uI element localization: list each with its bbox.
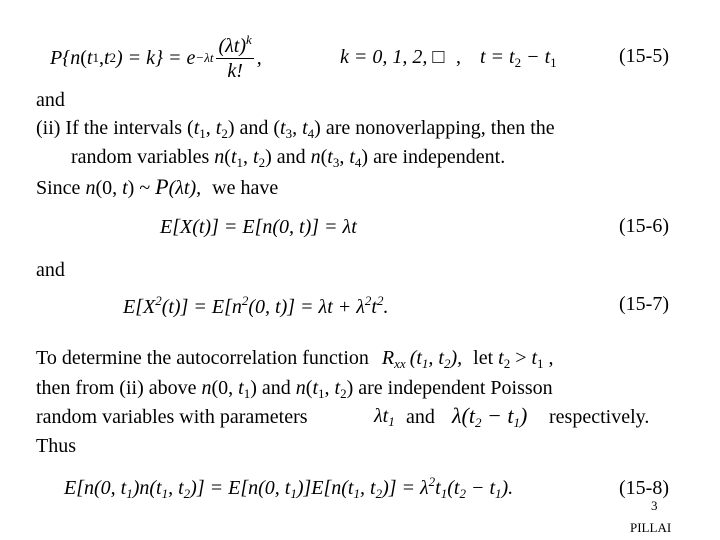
eq-sub: 2 <box>183 486 191 501</box>
text: n <box>295 377 306 399</box>
eq-text: t = t <box>480 46 515 68</box>
text: R <box>381 347 395 369</box>
text: , <box>205 117 216 139</box>
since-line <box>36 175 278 200</box>
poisson-symbol: P <box>155 174 169 199</box>
text: ) ~ <box>127 177 156 199</box>
eq-text: ) = k} = e <box>116 46 196 69</box>
eq-text: t <box>371 296 377 318</box>
text: λt <box>374 405 389 427</box>
eq-sub: 1 <box>440 486 448 501</box>
sub: 2 <box>443 356 451 371</box>
text: ) and <box>250 377 296 399</box>
eq-sup: 2 <box>428 474 436 489</box>
eq-sub: 2 <box>459 486 466 501</box>
eq-text: (t <box>447 477 460 499</box>
eq-sup: 2 <box>376 293 384 308</box>
eq-text: t <box>435 477 441 499</box>
eq-text: − t <box>521 46 551 68</box>
sub: 2 <box>221 126 228 141</box>
text: (λt), <box>168 177 202 199</box>
sub: 1 <box>318 386 325 401</box>
eq-text: )n(t <box>132 477 162 499</box>
eq-sup: 2 <box>364 293 372 308</box>
eq-sub: 1 <box>353 486 360 501</box>
eq-text: P{ <box>50 46 71 69</box>
text: , <box>324 377 335 399</box>
eq-sub: 1 <box>550 55 557 70</box>
text: t <box>531 347 538 369</box>
eq-text: t <box>86 46 93 69</box>
eq-sub: 1 <box>290 486 297 501</box>
eq-sub: 1 <box>495 486 502 501</box>
sub: 2 <box>503 356 511 371</box>
text: t <box>280 117 286 139</box>
text: , t <box>428 347 444 369</box>
sub: 1 <box>236 155 244 170</box>
sub: 1 <box>388 414 395 429</box>
text: t <box>334 377 341 399</box>
condition-ii-line2 <box>71 145 505 169</box>
text: t <box>349 146 355 168</box>
eq-text: − t <box>465 477 496 499</box>
text: t <box>327 146 333 168</box>
text: ( <box>320 146 328 168</box>
text: t <box>498 347 504 369</box>
text: > <box>510 347 532 369</box>
text: ) <box>519 403 528 428</box>
param-lambda-t1 <box>374 405 395 428</box>
text: , <box>339 146 350 168</box>
autocorr-line1 <box>36 346 554 370</box>
text: t <box>312 377 319 399</box>
text: λ(t <box>452 403 475 428</box>
autocorr-line2 <box>36 376 553 400</box>
k-values <box>340 46 444 69</box>
t-definition <box>480 46 557 69</box>
sub: xx <box>394 356 406 371</box>
sub: 2 <box>258 155 266 170</box>
eq-text: . <box>383 296 389 318</box>
text: , <box>243 146 254 168</box>
sub: 1 <box>513 415 520 430</box>
eq-text: ). <box>501 477 514 499</box>
text: (ii) If the intervals ( <box>36 117 194 139</box>
text: , <box>292 117 303 139</box>
text: t <box>302 117 308 139</box>
eq-text: (0, t)] = λt + λ <box>248 296 365 318</box>
text: t <box>253 146 259 168</box>
text: ) and ( <box>227 117 281 139</box>
eq-text: ( <box>80 46 87 69</box>
equation-15-7 <box>123 293 389 319</box>
equation-label-15-5: (15-5) <box>619 45 669 67</box>
sub: 4 <box>354 155 362 170</box>
text: ) and <box>265 146 311 168</box>
connector-text: and <box>36 89 65 111</box>
sub: 1 <box>421 356 429 371</box>
text: we have <box>212 177 279 199</box>
text: (t <box>409 347 422 369</box>
eq-text: , t <box>360 477 376 499</box>
eq-text: , t <box>168 477 184 499</box>
text: t <box>238 377 244 399</box>
text: random variables <box>71 146 215 168</box>
placeholder-glyph: □ <box>432 46 445 68</box>
eq-sub: 1 <box>161 486 169 501</box>
text: ) are independent Poisson <box>346 377 553 399</box>
condition-ii-line1 <box>36 116 555 140</box>
sub: 2 <box>474 415 482 430</box>
sub: 1 <box>537 356 544 371</box>
text: let <box>473 347 499 369</box>
eq-text: t <box>103 46 110 69</box>
text: Since <box>36 177 86 199</box>
text: , <box>543 347 554 369</box>
eq-text: )] = E[n(0, t <box>190 477 291 499</box>
eq-text: (t)] = E[n <box>161 296 242 318</box>
autocorr-respectively: respectively. <box>549 406 650 428</box>
text: random variables with parameters <box>36 406 308 428</box>
equation-label-15-8: (15-8) <box>619 477 669 499</box>
eq-sup: k <box>245 31 252 47</box>
eq-sup: 2 <box>241 293 249 308</box>
text: (0, <box>95 177 123 199</box>
equation-label-15-7: (15-7) <box>619 293 669 315</box>
text: ( <box>305 377 313 399</box>
autocorr-and: and <box>406 406 435 428</box>
author-footer: PILLAI <box>630 520 672 535</box>
text: ), <box>450 347 463 369</box>
text: ( <box>224 146 231 168</box>
text: then from (ii) above <box>36 377 202 399</box>
param-lambda-diff <box>452 403 527 429</box>
eq-text: E[n(0, t <box>64 477 127 499</box>
eq-text: )]E[n(t <box>296 477 354 499</box>
sub: 4 <box>307 126 315 141</box>
text: n <box>85 177 96 199</box>
text: n <box>310 146 321 168</box>
text: t <box>215 117 222 139</box>
frac-denominator: k! <box>227 59 243 82</box>
text: t <box>193 117 200 139</box>
autocorr-line3 <box>36 405 308 429</box>
comma-separator <box>456 46 461 69</box>
equation-15-8 <box>64 474 514 501</box>
equation-15-6: E[X(t)] = E[n(0, t)] = λt <box>160 216 357 238</box>
text: To determine the autocorrelation function <box>36 347 369 369</box>
text: t <box>230 146 237 168</box>
text: n <box>201 377 212 399</box>
sub: 3 <box>285 126 293 141</box>
text: − t <box>481 403 514 428</box>
eq-text: , <box>256 46 262 69</box>
sub: 2 <box>340 386 347 401</box>
equation-15-5: P{ n ( t 1 , t 2 ) = k} = e −λt $\frac{(\lambda t)^k}{k!}$ , <box>50 31 262 82</box>
text: ) are nonoverlapping, then the <box>314 117 555 139</box>
text: ) are independent. <box>361 146 506 168</box>
eq-text: n <box>70 46 81 69</box>
eq-text: k = 0, 1, 2, <box>340 46 433 68</box>
eq-text: , <box>98 46 104 69</box>
eq-text: E[X <box>123 296 156 318</box>
equation-label-15-6: (15-6) <box>619 215 669 237</box>
eq-sub: 2 <box>514 55 522 70</box>
page-number: 3 <box>651 498 658 513</box>
connector-text: and <box>36 259 65 281</box>
frac-numerator: (λt) <box>218 34 246 57</box>
text: n <box>214 146 225 168</box>
fraction <box>216 31 253 82</box>
autocorr-thus: Thus <box>36 435 76 457</box>
sub: 3 <box>332 155 340 170</box>
eq-sub: 1 <box>126 486 133 501</box>
eq-text: , <box>456 46 461 68</box>
eq-text: )] = λ <box>382 477 429 499</box>
sub: 1 <box>199 126 206 141</box>
eq-sup: 2 <box>155 293 162 308</box>
text: (0, <box>211 377 239 399</box>
autocorr-symbol <box>382 347 462 369</box>
eq-sub: 2 <box>375 486 383 501</box>
text: t <box>122 177 128 199</box>
sub: 1 <box>243 386 251 401</box>
